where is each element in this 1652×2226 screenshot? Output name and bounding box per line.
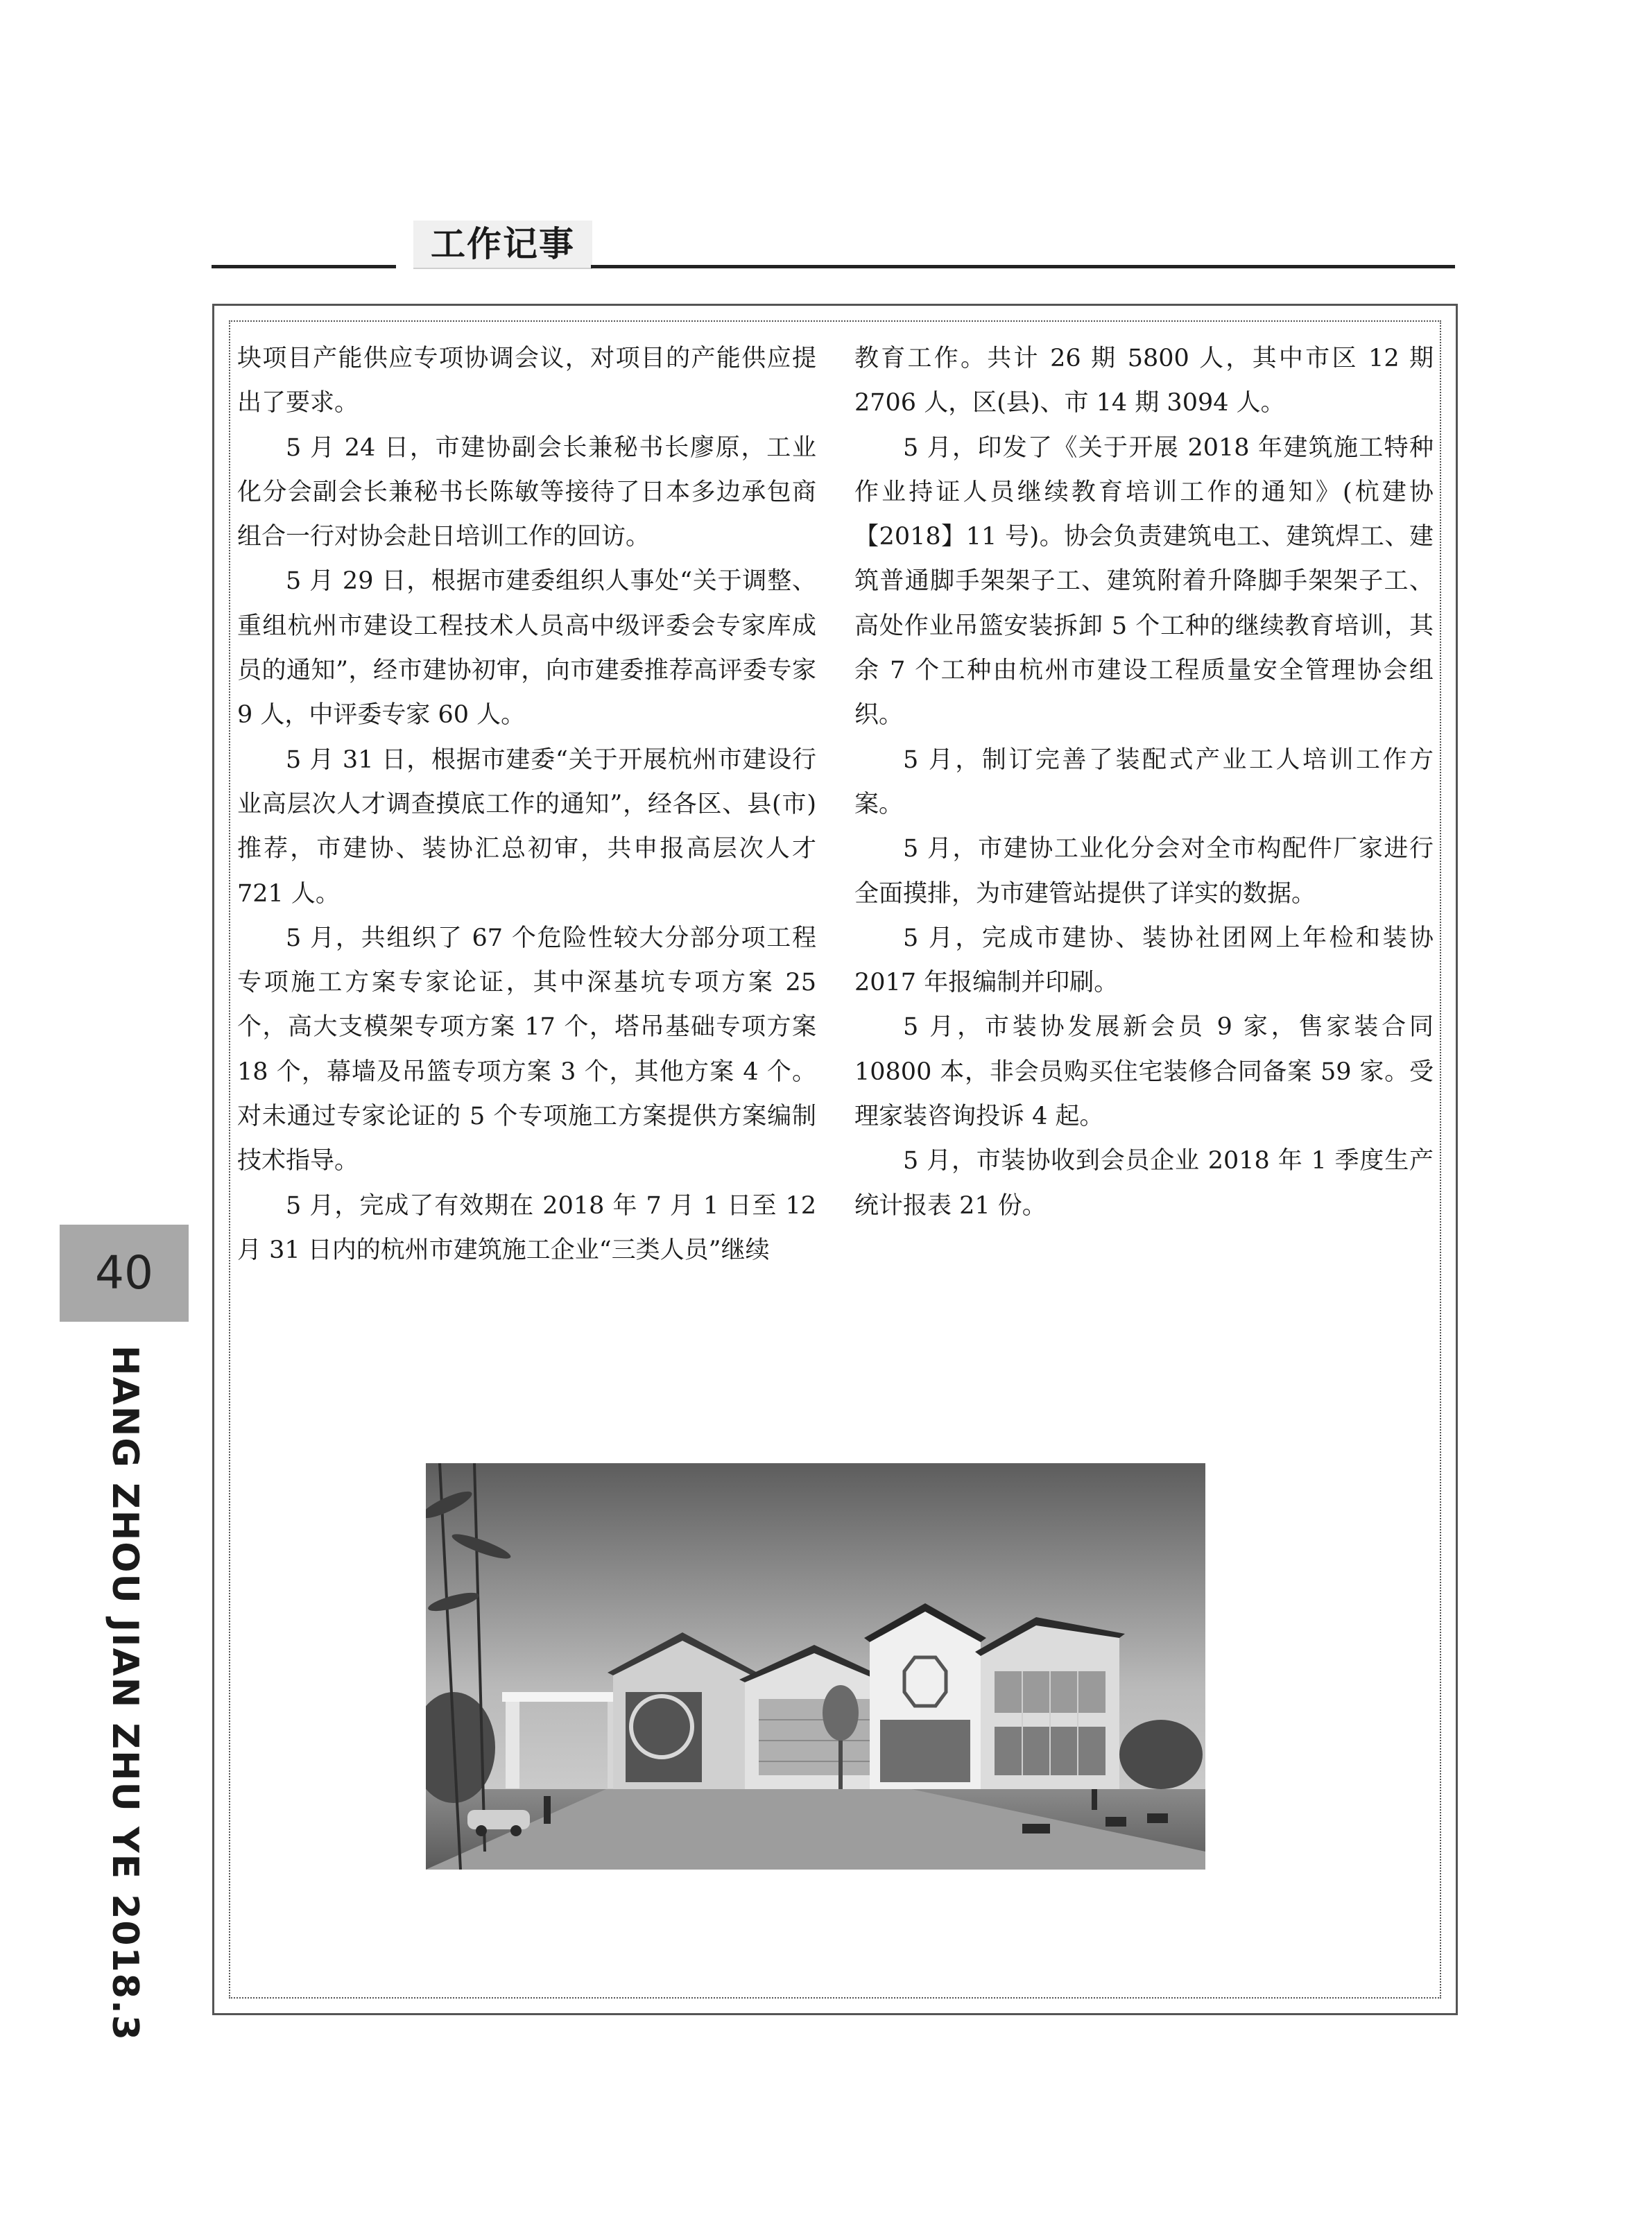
paragraph: 5 月，制订完善了装配式产业工人培训工作方案。 (854, 745, 1434, 818)
building-rendering-image (426, 1463, 1205, 1870)
left-column (237, 336, 816, 1272)
paragraph: 教育工作。共计 26 期 5800 人，其中市区 12 期 2706 人，区(县)、市 14 期 3094 人。 (854, 345, 1434, 417)
paragraph: 块项目产能供应专项协调会议，对项目的产能供应提出了要求。 (237, 345, 816, 417)
paragraph: 5 月，共组织了 67 个危险性较大分部分项工程专项施工方案专家论证，其中深基坑专项方案 25 个，高大支模架专项方案 17 个，塔吊基础专项方案 18 个，幕墙及吊篮专项方案 3 个，其他方案 4 个。对未通过专家论证的 5 个专项施工方案提供方案编制技术指导。 (237, 924, 816, 1175)
journal-name-vertical (104, 1345, 146, 2042)
header-rule-right (591, 265, 1455, 268)
paragraph: 5 月，市建协工业化分会对全市构配件厂家进行全面摸排，为市建管站提供了详实的数据。 (854, 835, 1434, 908)
right-column (854, 336, 1434, 1228)
paragraph: 5 月，市装协收到会员企业 2018 年 1 季度生产统计报表 21 份。 (854, 1147, 1434, 1220)
paragraph: 5 月，市装协发展新会员 9 家，售家装合同 10800 本，非会员购买住宅装修合同备案 59 家。受理家装咨询投诉 4 起。 (854, 1013, 1434, 1131)
paragraph: 5 月 31 日，根据市建委“关于开展杭州市建设行业高层次人才调查摸底工作的通知”，经各区、县(市)推荐，市建协、装协汇总初审，共申报高层次人才 721 人。 (237, 745, 816, 908)
paragraph: 5 月 29 日，根据市建委组织人事处“关于调整、重组杭州市建设工程技术人员高中级评委会专家库成员的通知”，经市建协初审，向市建委推荐高评委专家 9 人，中评委专家 60 人。 (237, 567, 816, 730)
paragraph: 5 月，印发了《关于开展 2018 年建筑施工特种作业持证人员继续教育培训工作的通知》(杭建协【2018】11 号)。协会负责建筑电工、建筑焊工、建筑普通脚手架架子工、建筑附着升降脚手架架子工、高处作业吊篮安装拆卸 5 个工种的继续教育培训，其余 7 个工种由杭州市建设工程质量安全管理协会组织。 (854, 433, 1434, 730)
journal-name: HANG ZHOU JIAN ZHU YE 2018.3 (104, 1345, 146, 2042)
paragraph: 5 月 24 日，市建协副会长兼秘书长廖原，工业化分会副会长兼秘书长陈敏等接待了日本多边承包商组合一行对协会赴日培训工作的回访。 (237, 433, 816, 551)
paragraph: 5 月，完成了有效期在 2018 年 7 月 1 日至 12 月 31 日内的杭州市建筑施工企业“三类人员”继续 (237, 1191, 816, 1264)
section-title: 工作记事 (413, 221, 592, 269)
page-number: 40 (60, 1225, 189, 1322)
header-rule-left (212, 265, 396, 268)
paragraph: 5 月，完成市建协、装协社团网上年检和装协 2017 年报编制并印刷。 (854, 924, 1434, 997)
article-body (237, 336, 1433, 1335)
